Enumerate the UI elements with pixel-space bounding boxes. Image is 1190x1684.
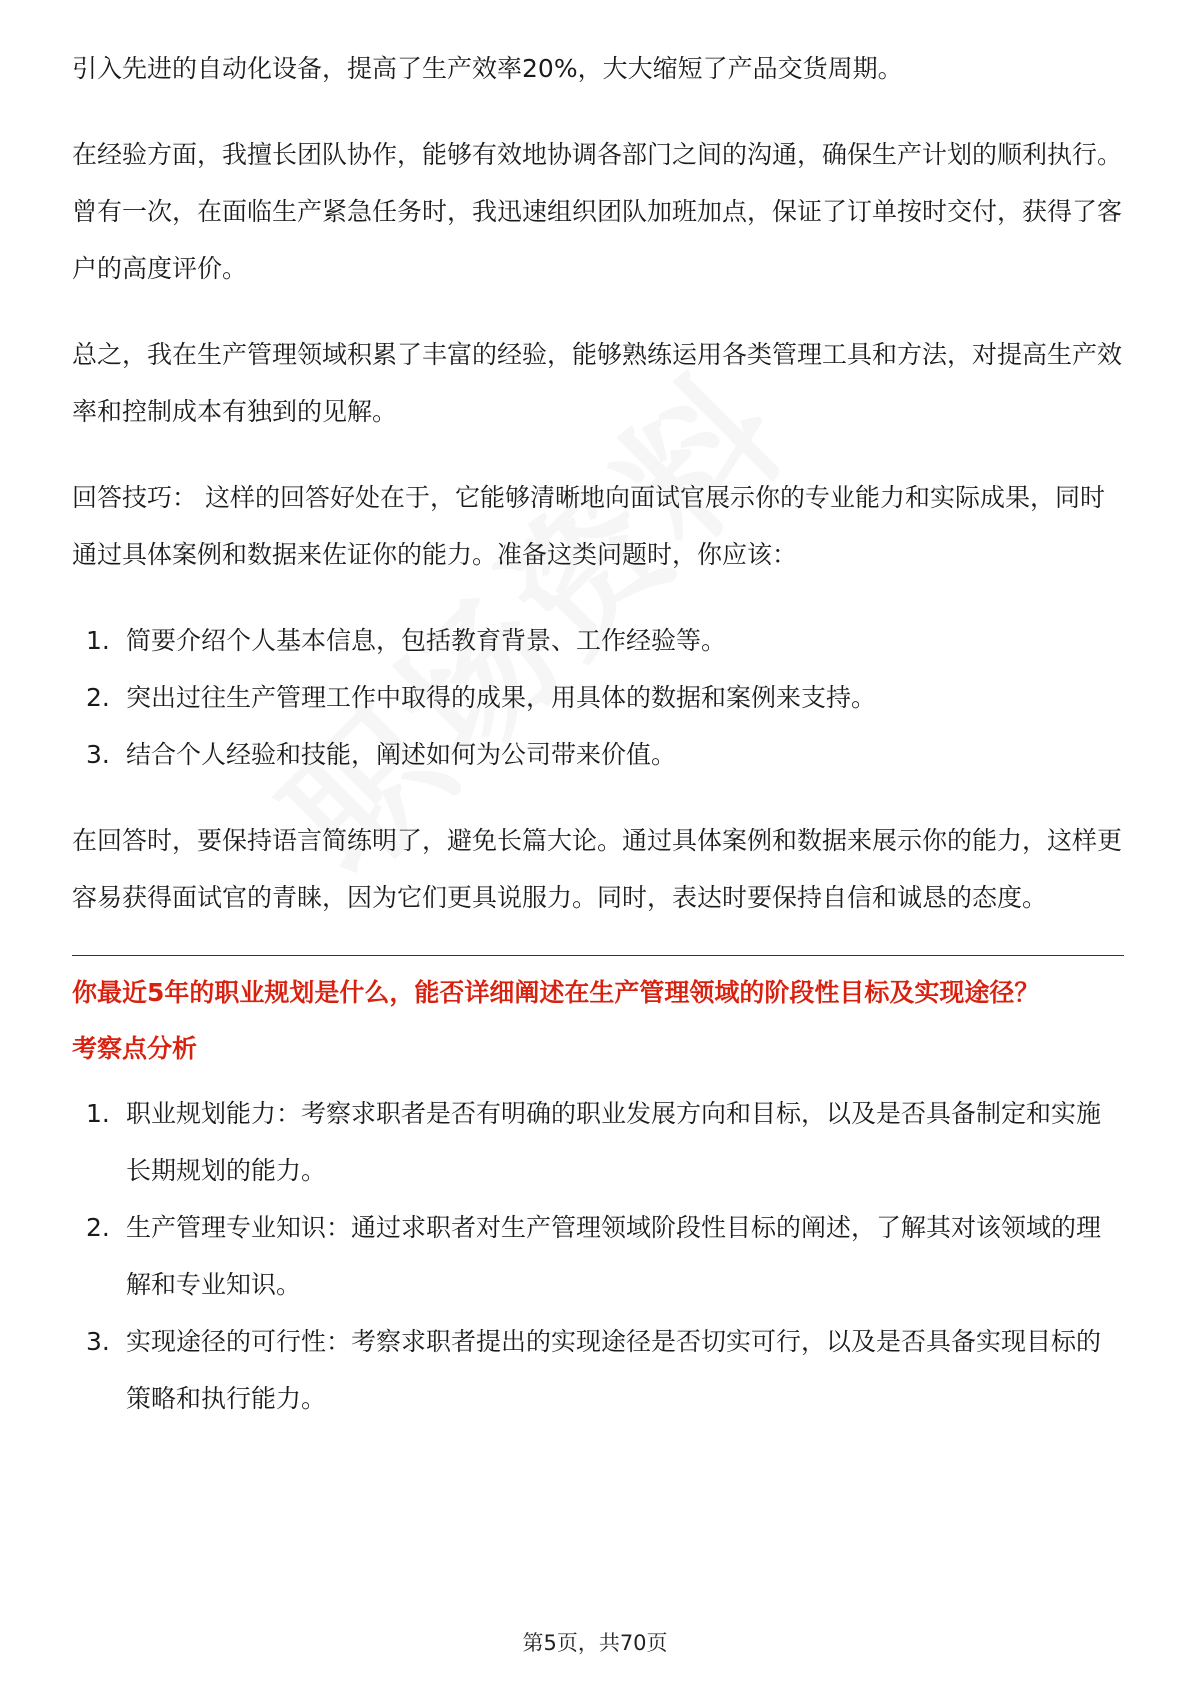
analysis-list: [72, 1085, 1124, 1427]
list-item: 3. 实现途径的可行性：考察求职者提出的实现途径是否切实可行，以及是否具备实现目标的策略和执行能力。: [86, 1327, 1102, 1413]
paragraph-answer-tips: 回答技巧： 这样的回答好处在于，它能够清晰地向面试官展示你的专业能力和实际成果，同时通过具体案例和数据来佐证你的能力。准备这类问题时，你应该：: [72, 483, 1105, 569]
paragraph-closing: 在回答时，要保持语言简练明了，避免长篇大论。通过具体案例和数据来展示你的能力，这样更容易获得面试官的青睐，因为它们更具说服力。同时，表达时要保持自信和诚恳的态度。: [72, 826, 1123, 912]
tips-list: [72, 612, 1124, 783]
analysis-heading: 考察点分析: [72, 1034, 198, 1063]
paragraph-experience: 在经验方面，我擅长团队协作，能够有效地协调各部门之间的沟通，确保生产计划的顺利执行。曾有一次，在面临生产紧急任务时，我迅速组织团队加班加点，保证了订单按时交付，获得了客户的高度评价。: [72, 140, 1123, 283]
page-footer: 第5页，共70页: [522, 1631, 668, 1655]
paragraph-summary: 总之，我在生产管理领域积累了丰富的经验，能够熟练运用各类管理工具和方法，对提高生产效率和控制成本有独到的见解。: [72, 340, 1123, 426]
question-heading: 你最近5年的职业规划是什么，能否详细阐述在生产管理领域的阶段性目标及实现途径？: [72, 978, 1040, 1007]
section-divider: [72, 955, 1124, 956]
list-item: 2. 突出过往生产管理工作中取得的成果，用具体的数据和案例来支持。: [86, 683, 877, 712]
list-item: 1. 职业规划能力：考察求职者是否有明确的职业发展方向和目标，以及是否具备制定和实施长期规划的能力。: [86, 1099, 1102, 1185]
list-item: 2. 生产管理专业知识：通过求职者对生产管理领域阶段性目标的阐述，了解其对该领域的理解和专业知识。: [86, 1213, 1102, 1299]
paragraph-efficiency: 引入先进的自动化设备，提高了生产效率20%，大大缩短了产品交货周期。: [72, 54, 903, 83]
document-page: [72, 40, 1124, 1456]
list-item: 3. 结合个人经验和技能，阐述如何为公司带来价值。: [86, 740, 677, 769]
list-item: 1. 简要介绍个人基本信息，包括教育背景、工作经验等。: [86, 626, 727, 655]
